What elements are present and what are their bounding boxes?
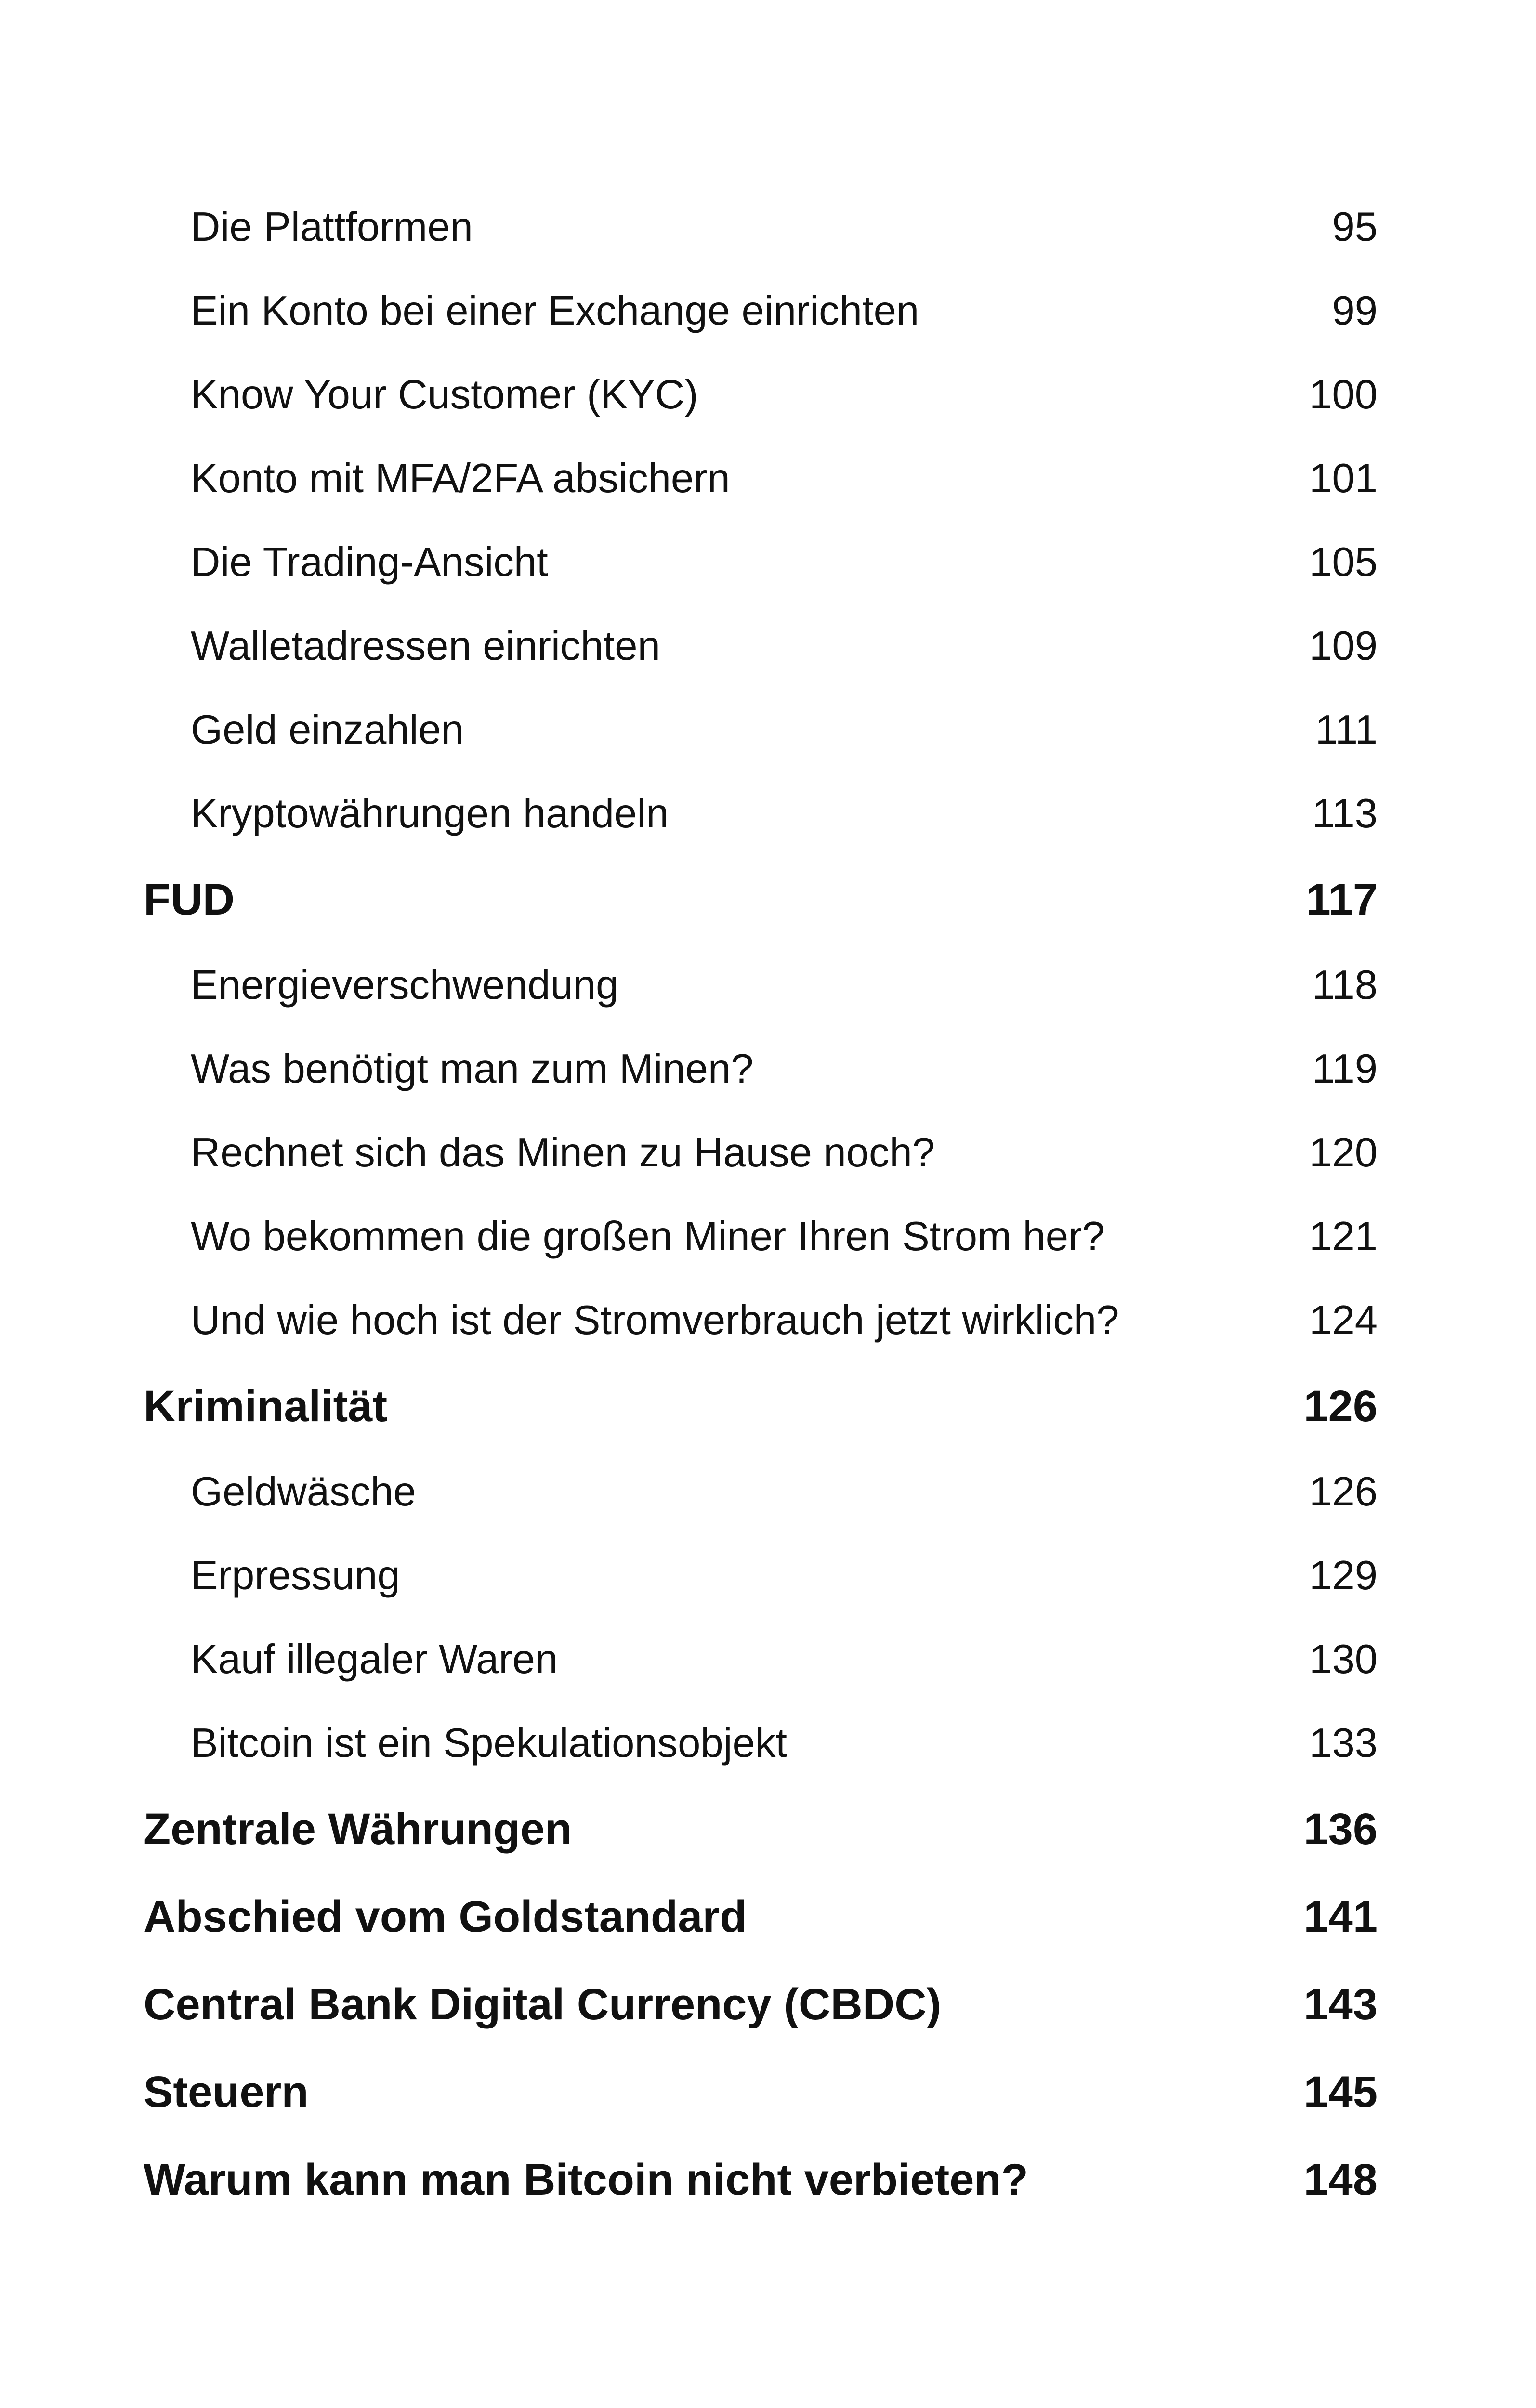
toc-chapter-title: Abschied vom Goldstandard xyxy=(144,1892,747,1941)
toc-chapter-page: 145 xyxy=(1303,2067,1378,2117)
toc-entry-title: Und wie hoch ist der Stromverbrauch jetzt wirklich? xyxy=(191,1297,1119,1343)
toc-entry-title: Wo bekommen die großen Miner Ihren Strom her? xyxy=(191,1214,1105,1259)
toc-chapter-page: 141 xyxy=(1303,1892,1378,1941)
toc-entry xyxy=(144,269,1378,353)
toc-entry-page: 109 xyxy=(1309,623,1378,669)
toc-entry xyxy=(144,604,1378,688)
toc-entry xyxy=(144,1701,1378,1785)
toc-chapter-page: 143 xyxy=(1303,1979,1378,2029)
toc-entry-title: Geldwäsche xyxy=(191,1469,416,1515)
toc-entry-title: Kryptowährungen handeln xyxy=(191,791,669,837)
toc-entry-page: 113 xyxy=(1312,791,1378,837)
toc-entry-title: Die Plattformen xyxy=(191,204,473,250)
toc-entry-page: 124 xyxy=(1309,1297,1378,1343)
toc-chapter xyxy=(144,1785,1378,1873)
toc-entry xyxy=(144,1111,1378,1195)
toc-entry-title: Kauf illegaler Waren xyxy=(191,1636,558,1682)
toc-entry-page: 129 xyxy=(1309,1553,1378,1598)
toc-entry xyxy=(144,1618,1378,1701)
toc-entry xyxy=(144,1027,1378,1111)
toc-chapter-page: 148 xyxy=(1303,2155,1378,2204)
toc-chapter-page: 126 xyxy=(1303,1381,1378,1431)
toc-entry-title: Walletadressen einrichten xyxy=(191,623,660,669)
toc-entry-page: 130 xyxy=(1309,1636,1378,1682)
toc-entry-title: Die Trading-Ansicht xyxy=(191,539,548,585)
toc-entry-page: 119 xyxy=(1312,1046,1378,1092)
toc-entry-page: 133 xyxy=(1309,1720,1378,1766)
toc-entry-title: Energieverschwendung xyxy=(191,962,619,1008)
toc-entry-title: Was benötigt man zum Minen? xyxy=(191,1046,754,1092)
toc-entry-page: 105 xyxy=(1309,539,1378,585)
toc-entry-page: 111 xyxy=(1315,707,1378,753)
toc-entry xyxy=(144,437,1378,521)
toc-entry-title: Rechnet sich das Minen zu Hause noch? xyxy=(191,1130,935,1176)
toc-entry-page: 100 xyxy=(1309,372,1378,418)
toc-chapter xyxy=(144,1873,1378,1961)
toc-entry-page: 118 xyxy=(1312,962,1378,1008)
toc-entry-title: Konto mit MFA/2FA absichern xyxy=(191,456,730,501)
toc-entry-title: Ein Konto bei einer Exchange einrichten xyxy=(191,288,919,334)
table-of-contents xyxy=(144,185,1378,2224)
toc-entry xyxy=(144,353,1378,437)
toc-chapter-page: 136 xyxy=(1303,1804,1378,1854)
toc-entry xyxy=(144,1279,1378,1362)
toc-chapter-title: Warum kann man Bitcoin nicht verbieten? xyxy=(144,2155,1028,2204)
toc-entry-title: Erpressung xyxy=(191,1553,400,1598)
toc-entry-page: 101 xyxy=(1309,456,1378,501)
toc-entry-page: 99 xyxy=(1332,288,1378,334)
toc-entry xyxy=(144,772,1378,856)
toc-chapter xyxy=(144,2048,1378,2136)
toc-entry-page: 126 xyxy=(1309,1469,1378,1515)
toc-entry-title: Bitcoin ist ein Spekulationsobjekt xyxy=(191,1720,787,1766)
toc-chapter xyxy=(144,1961,1378,2048)
toc-chapter-title: Zentrale Währungen xyxy=(144,1804,572,1854)
toc-chapter-title: Steuern xyxy=(144,2067,309,2117)
toc-entry-page: 120 xyxy=(1309,1130,1378,1176)
toc-entry xyxy=(144,943,1378,1027)
toc-entry-page: 95 xyxy=(1332,204,1378,250)
toc-chapter xyxy=(144,856,1378,943)
toc-chapter xyxy=(144,1362,1378,1450)
toc-entry xyxy=(144,1195,1378,1279)
toc-chapter-page: 117 xyxy=(1306,875,1378,924)
toc-chapter-title: Central Bank Digital Currency (CBDC) xyxy=(144,1979,942,2029)
toc-entry xyxy=(144,688,1378,772)
toc-entry xyxy=(144,185,1378,269)
toc-entry xyxy=(144,521,1378,604)
toc-chapter-title: Kriminalität xyxy=(144,1381,388,1431)
toc-chapter xyxy=(144,2136,1378,2224)
toc-entry-title: Geld einzahlen xyxy=(191,707,464,753)
toc-entry-title: Know Your Customer (KYC) xyxy=(191,372,698,418)
toc-entry xyxy=(144,1534,1378,1618)
toc-entry xyxy=(144,1450,1378,1534)
toc-chapter-title: FUD xyxy=(144,875,235,924)
toc-entry-page: 121 xyxy=(1309,1214,1378,1259)
